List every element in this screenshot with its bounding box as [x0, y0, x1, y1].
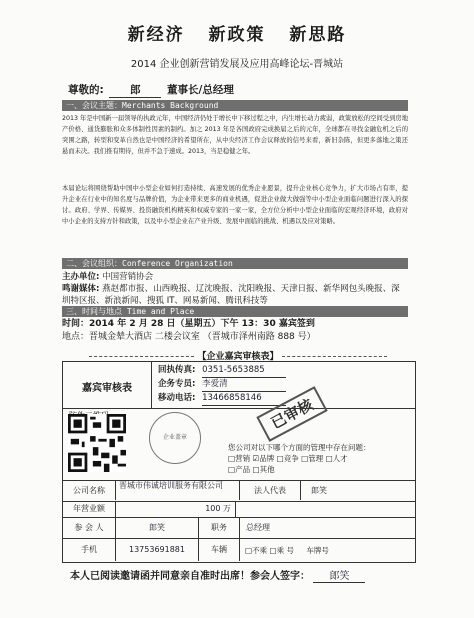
headline-part: 新经济	[127, 25, 185, 45]
option-label: 人才	[332, 454, 348, 463]
position-value: 总经理	[246, 523, 270, 532]
option-label: 其他	[259, 465, 275, 474]
form-left-title-cell	[63, 362, 152, 409]
option-label: 竞争	[283, 454, 299, 463]
car-label: 车辆	[199, 539, 240, 561]
rep-value: 郎笑	[311, 486, 327, 495]
section-title: 三、时间与地点 Time and Place	[66, 307, 195, 316]
mobile-value: 13466858146	[202, 392, 286, 406]
revenue-value: 100 万	[116, 501, 236, 517]
paragraph-1: 2013 年是中国新一届领导的执政元年，中国经济仍处于增长中下移过程之中，内生增长动力疲弱，政策放松的空间受到房地产价格、通货膨胀和众多体制性因素的制约。加之 2013 年是各国政府完成换届之后的元年，全球都在寻找金融危机之后的突围之路，转型和变革自然也是中国经济的希望所在，从中央经济工作会议释放的信号来看，新旧杂陈，但更多落地之策还悬而未决。我们推有期待，但并不急于速成。2013，当是稳健之年。	[62, 115, 408, 155]
form-title-text: 【企业嘉宾审核表】	[197, 352, 279, 362]
greeting-prefix: 尊敬的:	[68, 84, 104, 96]
problem-question: 您公司对以下哪个方面的管理中存在问题：	[228, 443, 371, 452]
place-line	[62, 331, 316, 343]
org-info	[62, 271, 408, 307]
company-label: 公司名称	[63, 481, 116, 500]
position-label: 职务	[199, 518, 240, 538]
footer-confirmation	[70, 567, 365, 583]
commissioner-label: 企务专员:	[158, 379, 196, 389]
problem-checklist	[228, 442, 410, 475]
form-left-title: 嘉宾审核表	[82, 383, 132, 394]
option-label: 管理	[308, 454, 324, 463]
commissioner-value: 李爱清	[202, 378, 286, 392]
mobile-label: 移动电话:	[158, 393, 196, 403]
company-seal-area: 企业盖章	[149, 412, 201, 464]
section-bar-theme	[62, 100, 408, 111]
option-checkbox[interactable]: □	[301, 454, 309, 463]
car-checkbox[interactable]: □	[269, 546, 277, 555]
option-label: 产品	[235, 465, 251, 474]
place-value: 晋城金辇大酒店 二楼会议室 （晋城市泽州南路 888 号）	[89, 332, 316, 342]
place-label: 地点：	[62, 332, 90, 342]
host-value: 中国营销协会	[102, 272, 154, 282]
footer-text: 本人已阅读邀请函并同意亲自准时出席！参会人签字：	[70, 571, 310, 582]
paragraph-2: 本届论坛将围绕帮助中国中小型企业如何打造持续、高速发展的优秀企业愿景，提升企业核心竞争力，扩大市场占有率，提升企业在行业中的知名度与品牌价值，为企业带来更多的商业机遇，促进企业做大做强等中小型企业面临问题进行深入的探讨。政府、学界、传媒界、投资融资机构精英和权威专家的一家一家，全方位分析中小型企业面临的宏观经济环境，政府对中小企业的支持方针和政策，以及中小型企业在产业升级、发展中面临的挑战、机遇以及应对策略。	[62, 185, 408, 225]
option-label: 品牌	[259, 454, 275, 463]
phone-value: 13753691881	[116, 539, 199, 561]
fax-label: 回执传真:	[158, 365, 196, 375]
headline	[0, 20, 474, 45]
recipient-name: 郎	[109, 82, 161, 98]
car-options	[245, 545, 329, 556]
section-title: 一、会议主题：Merchants Background	[66, 101, 219, 110]
section-bar-org	[62, 258, 408, 269]
revenue-label: 年营业额	[63, 501, 116, 517]
time-line	[62, 318, 315, 330]
fax-value: 0351-5653885	[202, 364, 286, 378]
attendee-label: 参 会 人	[63, 518, 116, 538]
qr-code-icon	[68, 414, 126, 472]
option-checkbox[interactable]: ☑	[252, 454, 260, 463]
option-checkbox[interactable]: □	[228, 454, 236, 463]
option-checkbox[interactable]: □	[228, 465, 236, 474]
car-checkbox[interactable]: □	[245, 546, 253, 555]
option-label: 营销	[235, 454, 251, 463]
rep-label: 法人代表	[240, 481, 301, 500]
plate-label: 车牌号	[306, 546, 329, 555]
section-title: 二、会议组织：Conference Organization	[66, 259, 233, 268]
headline-part: 新思路	[289, 25, 347, 45]
media-value: 燕赵都市报、山西晚报、辽沈晚报、沈阳晚报、天津日报、新华网包头晚报、深圳特区报、新浪新闻、搜狐 IT、网易新闻、腾讯科技等	[62, 284, 400, 306]
section-bar-time	[62, 306, 408, 317]
media-label: 鸣谢媒体:	[62, 284, 100, 294]
car-option-label: 不乘	[252, 546, 268, 555]
headline-part: 新政策	[208, 25, 266, 45]
company-value: 晋城市伟诚培训服务有限公司	[116, 481, 240, 500]
attendee-signature: 郎笑	[313, 567, 365, 583]
greeting	[68, 82, 234, 98]
attendee-value: 郎笑	[116, 518, 199, 538]
guest-review-form	[62, 361, 416, 563]
option-checkbox[interactable]: □	[252, 465, 260, 474]
contact-lines	[158, 364, 286, 406]
host-label: 主办单位:	[62, 272, 100, 282]
car-option-label: 乘 号	[276, 546, 294, 555]
option-checkbox[interactable]: □	[325, 454, 333, 463]
subtitle: 2014 企业创新营销发展及应用高峰论坛-晋城站	[130, 59, 344, 70]
time-label: 时间：	[62, 319, 90, 329]
reviewed-stamp: 已审核	[256, 386, 327, 442]
option-checkbox[interactable]: □	[276, 454, 284, 463]
recipient-title: 董事长/总经理	[167, 84, 234, 96]
time-value: 2014 年 2 月 28 日（星期五）下午 13：30 嘉宾签到	[89, 319, 315, 329]
phone-label: 手机	[63, 539, 116, 561]
